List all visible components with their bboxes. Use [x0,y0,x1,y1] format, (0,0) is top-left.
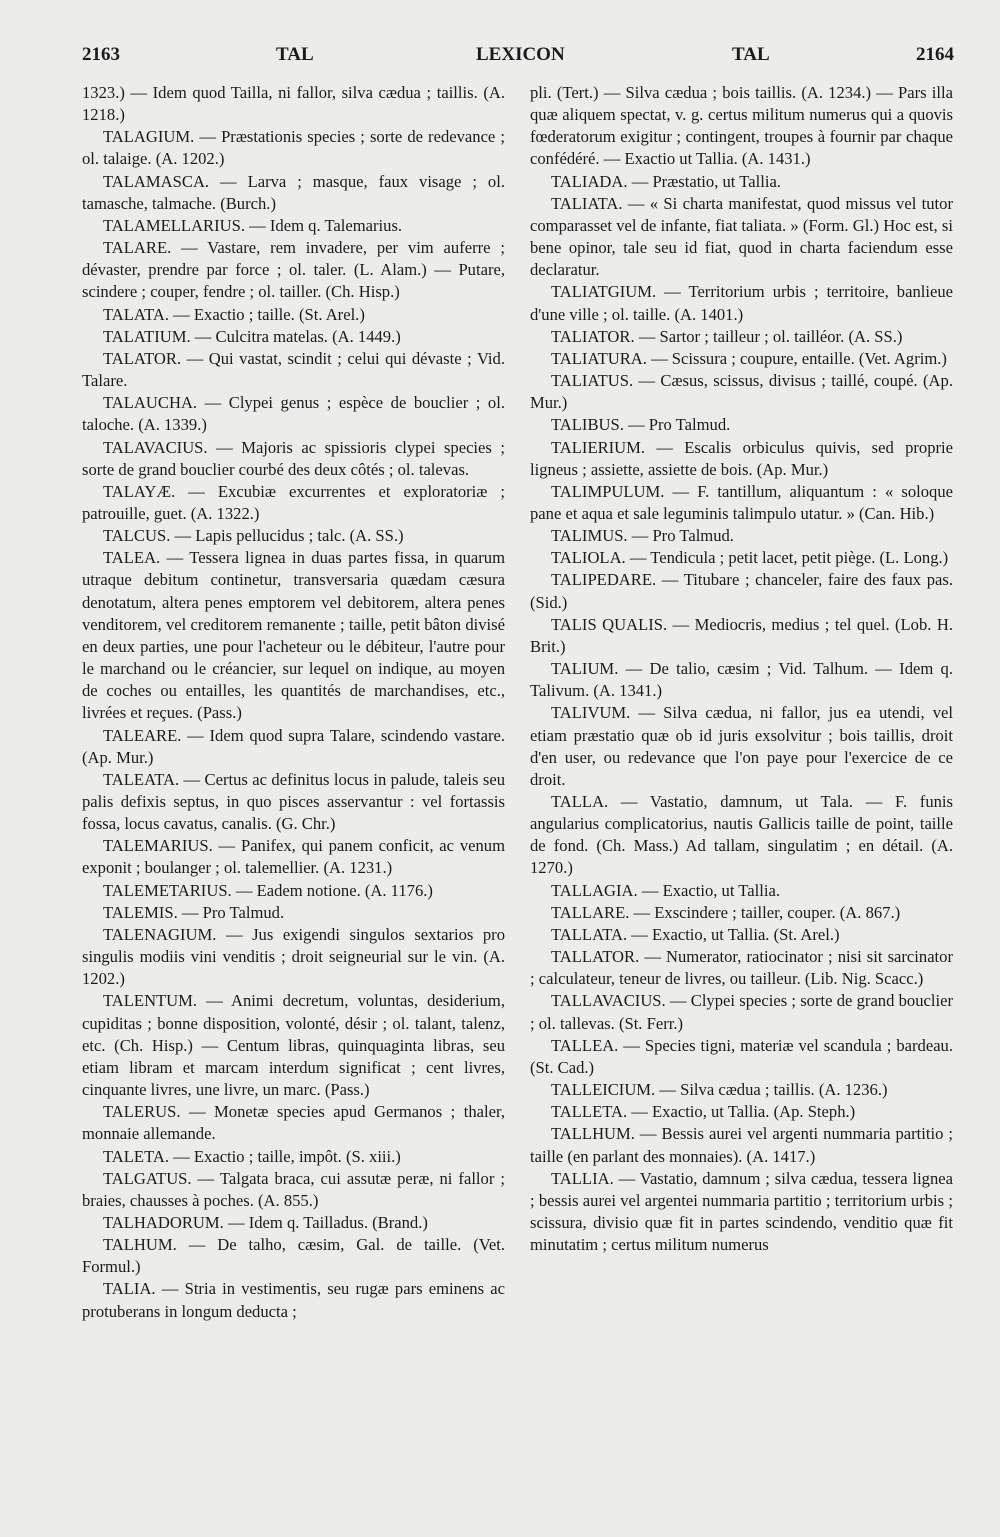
dictionary-entry: TALETA. — Exactio ; taille, impôt. (S. xiii.) [103,1146,401,1166]
dictionary-entry: TALIA. — Stria in vestimentis, seu rugæ pars eminens ac protuberans in longum deducta ; [82,1279,505,1321]
left-column [82,82,505,1323]
dictionary-entry: TALCUS. — Lapis pellucidus ; talc. (A. SS.) [103,526,404,546]
dictionary-entry: TALIATURA. — Scissura ; coupure, entaille. (Vet. Agrim.) [551,348,947,368]
dictionary-entry: TALGATUS. — Talgata braca, cui assutæ peræ, ni fallor ; braies, chausses à poches. (A. 855.) [82,1168,505,1210]
dictionary-entry: TALATIUM. — Culcitra matelas. (A. 1449.) [103,326,401,346]
dictionary-entry: TALLEICIUM. — Silva cædua ; taillis. (A. 1236.) [551,1080,888,1100]
dictionary-entry: TALIATOR. — Sartor ; tailleur ; ol. tailléor. (A. SS.) [551,326,903,346]
dictionary-entry: TALATA. — Exactio ; taille. (St. Arel.) [103,304,365,324]
dictionary-entry: TALLATA. — Exactio, ut Tallia. (St. Arel.) [551,924,840,944]
dictionary-entry: TALIATA. — « Si charta manifestat, quod missus vel tutor comparasset vel de infante, fiat taliata. » (Form. Gl.) Hoc est, si bene opinor, tale seu id fiat, quod in charta faciendum esse declaratur. [530,193,953,280]
dictionary-entry: TALLAVACIUS. — Clypei species ; sorte de grand bouclier ; ol. tallevas. (St. Ferr.) [530,991,953,1033]
dictionary-entry: TALIATGIUM. — Territorium urbis ; territoire, banlieue d'une ville ; ol. taille. (A. 1401.) [530,282,953,324]
dictionary-entry: TALAYÆ. — Excubiæ excurrentes et exploratoriæ ; patrouille, guet. (A. 1322.) [82,481,505,523]
dictionary-entry: TALLA. — Vastatio, damnum, ut Tala. — F. funis angularius complicatorius, nautis Gallicis taille de point, taille de fond. (Ch. Mass.) Ad tallam, singulatim ; en détail. (A. 1270.) [530,792,953,878]
right-page-number: 2164 [916,44,954,65]
dictionary-entry: TALERUS. — Monetæ species apud Germanos ; thaler, monnaie allemande. [82,1102,505,1144]
dictionary-entry: TALAMASCA. — Larva ; masque, faux visage ; ol. tamasche, talmache. (Burch.) [82,171,505,213]
dictionary-entry: TALARE. — Vastare, rem invadere, per vim auferre ; dévaster, prendre par force ; ol. taler. (L. Alam.) — Putare, scindere ; couper, fendre ; ol. tailler. (Ch. Hisp.) [82,238,505,302]
dictionary-entry: TALAGIUM. — Præstationis species ; sorte de redevance ; ol. talaige. (A. 1202.) [82,127,505,169]
dictionary-entry: TALLAGIA. — Exactio, ut Tallia. [551,880,780,900]
dictionary-entry: TALLIA. — Vastatio, damnum ; silva cædua, tessera lignea ; bessis aurei vel argentei nummaria partitio ; territorium urbis ; scissura, divisio quæ fit in partes scindendo, venditio quæ fit minutatim ; certus militum numerus [530,1168,953,1255]
dictionary-entry: TALATOR. — Qui vastat, scindit ; celui qui dévaste ; Vid. Talare. [82,348,505,391]
dictionary-entry: TALIPEDARE. — Titubare ; chanceler, faire des faux pas. (Sid.) [530,570,953,612]
dictionary-entry: TALEMARIUS. — Panifex, qui panem conficit, ac venum exponit ; boulanger ; ol. talemellier. (A. 1231.) [82,836,505,878]
dictionary-entry: TALLETA. — Exactio, ut Tallia. (Ap. Steph.) [551,1102,856,1122]
dictionary-entry: TALENTUM. — Animi decretum, voluntas, desiderium, cupiditas ; bonne disposition, volonté, désir ; ol. talant, talenz, etc. (Ch. Hisp.) — Centum libras, quinquaginta libras, seu etiam libram et marcam interdum significat ; cent livres, cinquante livres, une livre, un marc. (Pass.) [82,991,505,1100]
dictionary-entry: TALLHUM. — Bessis aurei vel argenti nummaria partitio ; taille (en parlant des monnaies). (A. 1417.) [530,1124,953,1166]
dictionary-entry: TALIERIUM. — Escalis orbiculus quivis, sed proprie ligneus ; assiette, assiette de bois. (Ap. Mur.) [530,437,953,479]
dictionary-entry: TALIMPULUM. — F. tantillum, aliquantum : « soloque pane et aqua et sale leguminis talimpulo utatur. » (Can. Hib.) [530,481,953,523]
dictionary-entry: TALAVACIUS. — Majoris ac spissioris clypei species ; sorte de grand bouclier courbé des deux côtés ; ol. talevas. [82,437,505,479]
dictionary-entry: TALIBUS. — Pro Talmud. [551,415,731,435]
dictionary-entry: TALAMELLARIUS. — Idem q. Talemarius. [103,215,403,235]
dictionary-entry: TALEMIS. — Pro Talmud. [103,902,285,922]
dictionary-entry: TALIADA. — Præstatio, ut Tallia. [551,171,781,191]
dictionary-entry: TALEATA. — Certus ac definitus locus in palude, taleis seu palis defixis septus, in quo pisces asservantur : vel fortassis fossa, locus cavatus, canalis. (G. Chr.) [82,769,505,834]
dictionary-entry: TALIVUM. — Silva cædua, ni fallor, jus ea utendi, vel etiam præstatio quæ ob id juris exsolvitur ; bois taillis, droit d'en user, ou redevance que l'on paye pour l'exercice de ce droit. [530,703,953,789]
dictionary-entry: TALENAGIUM. — Jus exigendi singulos sextarios pro singulis modiis vini venditis ; droit seigneurial sur le vin. (A. 1202.) [82,924,505,989]
dictionary-entry: TALLATOR. — Numerator, ratiocinator ; nisi sit sarcinator ; calculateur, teneur de livres, ou tailleur. (Lib. Nig. Scacc.) [530,947,953,989]
dictionary-entry: TALLEA. — Species tigni, materiæ vel scandula ; bardeau. (St. Cad.) [530,1035,953,1077]
dictionary-entry: TALHUM. — De talho, cæsim, Gal. de taille. (Vet. Formul.) [82,1235,505,1277]
dictionary-entry: TALIOLA. — Tendicula ; petit lacet, petit piège. (L. Long.) [551,548,949,568]
dictionary-entry: TALLARE. — Exscindere ; tailler, couper. (A. 867.) [551,902,901,922]
dictionary-entry: TALEMETARIUS. — Eadem notione. (A. 1176.) [103,880,433,900]
center-running-head: LEXICON [476,44,565,65]
right-column [530,82,953,1256]
dictionary-entry: TALAUCHA. — Clypei genus ; espèce de bouclier ; ol. taloche. (A. 1339.) [82,393,505,435]
dictionary-entry: 1323.) — Idem quod Tailla, ni fallor, silva cædua ; taillis. (A. 1218.) [82,83,505,125]
dictionary-entry: pli. (Tert.) — Silva cædua ; bois taillis. (A. 1234.) — Pars illa quæ aliquem spectat, v. g. certus militum numerus qui a quovis fœderatorum exigitur ; contingent, troupes à fournir par chaque confédéré. — Exactio ut Tallia. (A. 1431.) [530,83,953,169]
dictionary-entry: TALHADORUM. — Idem q. Tailladus. (Brand.) [103,1212,428,1232]
dictionary-entry: TALIMUS. — Pro Talmud. [551,526,734,546]
left-running-head: TAL [276,44,314,65]
dictionary-entry: TALEA. — Tessera lignea in duas partes fissa, in quarum utraque debitum continetur, transversaria quædam cæsura denotatum, altera penes emptorem vel debitorem, altera penes venditorem, vel creditorem remanente ; taille, petit bâton divisé en deux parties, une pour l'acheteur ou le débiteur, l'autre pour le marchand ou le créancier, sur lequel on indique, au moyen de coches ou entailles, les quantités de marchandises, etc., livrées et reçues. (Pass.) [82,548,505,723]
dictionary-entry: TALEARE. — Idem quod supra Talare, scindendo vastare. (Ap. Mur.) [82,725,505,767]
dictionary-entry: TALIUM. — De talio, cæsim ; Vid. Talhum. — Idem q. Talivum. (A. 1341.) [530,659,953,701]
dictionary-entry: TALIATUS. — Cæsus, scissus, divisus ; taillé, coupé. (Ap. Mur.) [530,371,953,413]
page-header [82,44,954,74]
left-page-number: 2163 [82,44,120,65]
right-running-head: TAL [732,44,770,65]
dictionary-entry: TALIS QUALIS. — Mediocris, medius ; tel quel. (Lob. H. Brit.) [530,614,953,656]
